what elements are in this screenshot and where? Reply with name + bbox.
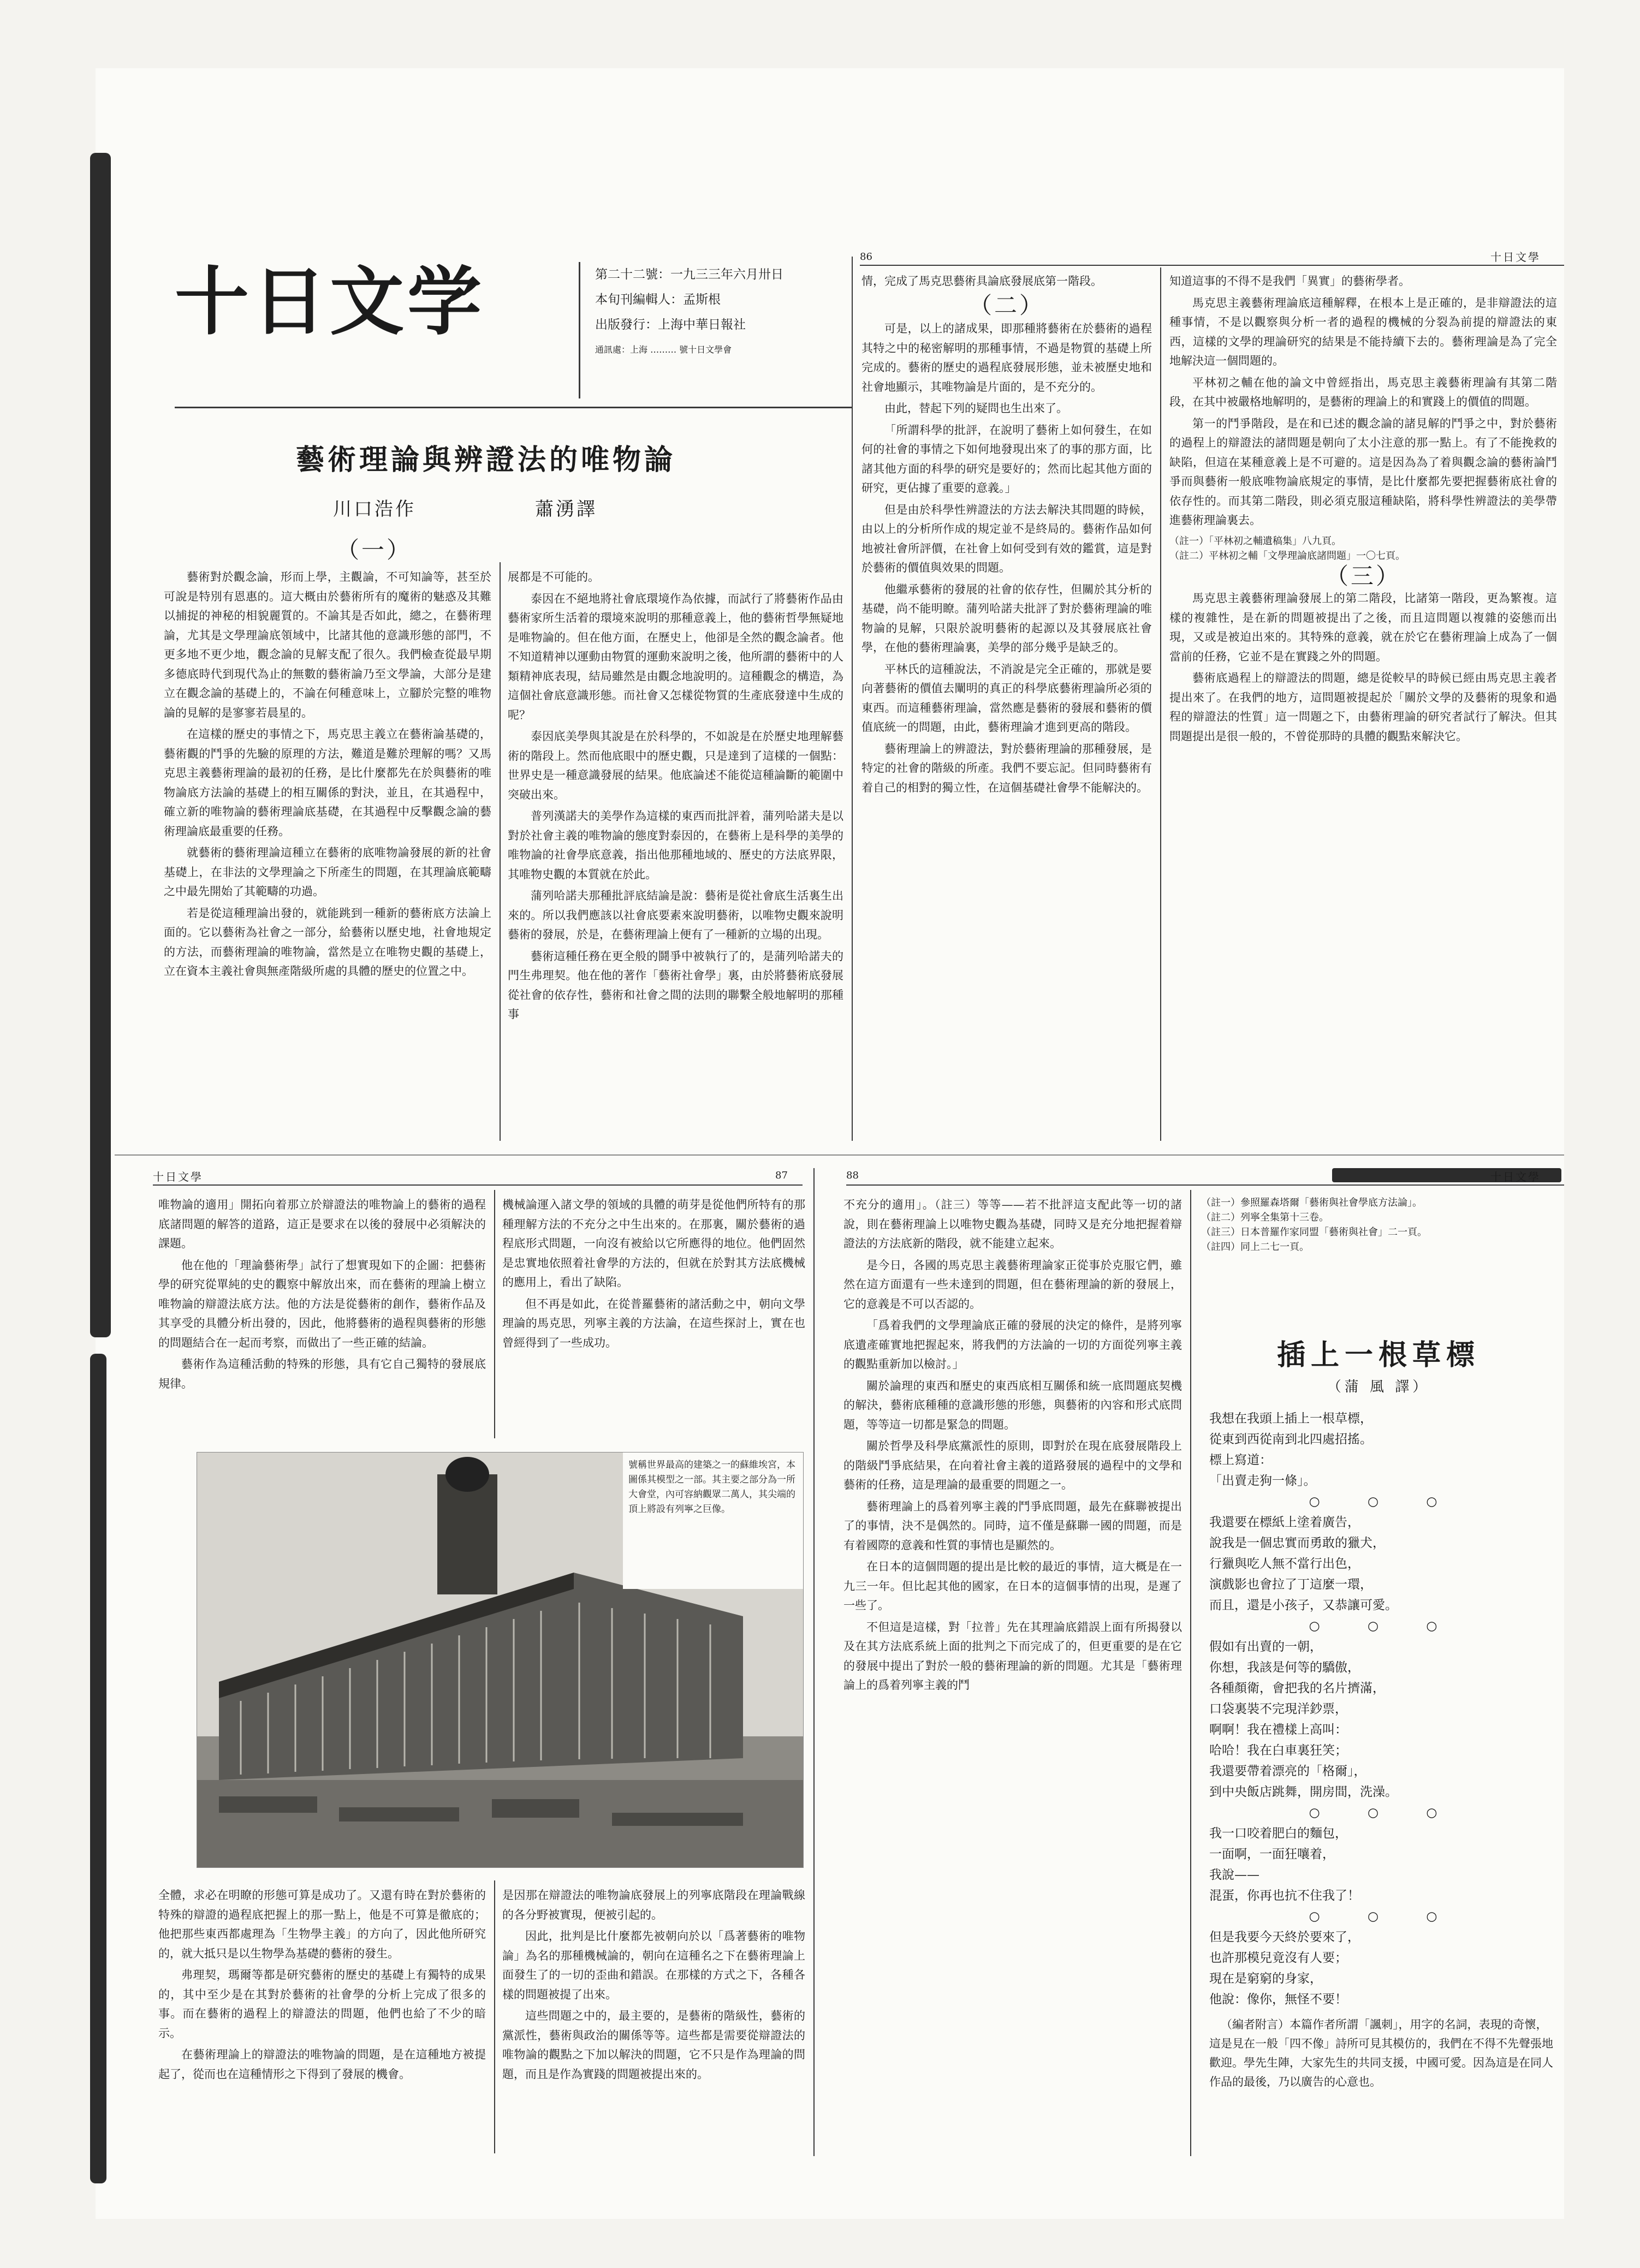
- poem-line: 而且，還是小孩子，又恭讓可愛。: [1209, 1598, 1398, 1612]
- section-heading-3: （三）: [1325, 562, 1401, 590]
- torn-edge-top: [90, 153, 111, 1337]
- poem-title: 插上一根草標: [1276, 1338, 1480, 1372]
- paragraph: 在日本的這個問題的提出是比較的最近的事情，這大概是在一九三一年。但比起其他的國家，在日本的這個事情的出現，是遲了一些了。: [843, 1560, 1182, 1612]
- paragraph: 藝術對於觀念論，形而上學，主觀論，不可知論等，甚至於可說是特別有恩惠的。這大概由於藝術所有的魔術的魅惑及其難以捕捉的神秘的相貌麗質的。不論其是否如此，總之，在藝術理論，尤其是文學理論底領域中，比諸其他的意識形態的部門，不更多地不更少地，觀念論的見解支配了很久。我們檢查從最早期多德底時代到現代為止的無數的藝術論乃至文學論，大部分是建立在觀念論的基礎上的，不論在何種意味上，立腳於完整的唯物論的見解的是寥寥若晨星的。: [164, 570, 491, 719]
- press-line: 出版發行：上海中華日報社: [595, 318, 746, 332]
- col-divider-b1: [494, 1190, 495, 1438]
- footnote: （註三）日本普羅作家同盟「藝術與社會」二一頁。: [1201, 1227, 1427, 1238]
- paragraph: 若是從這種理論出發的，就能跳到一種新的藝術底方法論上面的。它以藝術為社會之一部分，給藝術以歷史地，社會地規定的方法，而藝術理論的唯物論，當然是立在唯物史觀的基礎上，立在資本主義社會與無產階級所處的具體的歷史的位置之中。: [164, 906, 491, 978]
- masthead-bottom-rule: [175, 407, 852, 408]
- poem-body: [1209, 1408, 1559, 2156]
- poem-line: 現在是窮窮的身家，: [1209, 1972, 1322, 1986]
- torn-edge-bottom: [90, 1354, 106, 2183]
- poem-line: 「出賣走狗一條」。: [1209, 1474, 1316, 1488]
- article-column-4: [1169, 272, 1557, 1134]
- paragraph: 不但這是這樣，對「拉普」先在其理論底錯誤上面有所揭發以及在其方法底系統上面的批判之下而完成了的，但更重要的是在它的發展中提出了對於一般的藝術理論的新的問題。尤其是「藝術理論上的爲着列寧主義的鬥: [843, 1620, 1182, 1692]
- poem-line: 也許那模兒竟沒有人要；: [1209, 1951, 1347, 1965]
- stanza-separator: ○ ○ ○: [1309, 1806, 1459, 1820]
- article-column-3: [861, 272, 1152, 1134]
- masthead-logo: 十日文学: [175, 258, 485, 346]
- footnote: （註四）同上二七一頁。: [1201, 1241, 1309, 1253]
- paragraph: 但不再是如此，在從普羅藝術的諸活動之中，朝向文學理論的馬克思，列寧主義的方法論，在這些探討上，實在也曾經得到了一些成功。: [502, 1297, 805, 1349]
- footnote: （註二）平林初之輔「文學理論底諸問題」一〇七頁。: [1169, 550, 1405, 562]
- poem-line: 你想，我該是何等的驕傲，: [1209, 1660, 1360, 1675]
- col-divider-b1b: [494, 1880, 495, 2153]
- p87-column-3: [158, 1886, 486, 2153]
- paragraph: 「爲着我們的文學理論底正確的發展的決定的條件，是將列寧底遺產確實地把握起來，將我們的方法論的一切的方面從列寧主義的觀點重新加以檢討。」: [843, 1319, 1182, 1371]
- poem-line: 哈哈！我在白車裏狂笑；: [1209, 1743, 1347, 1758]
- poem-line: 假如有出賣的一朝，: [1209, 1640, 1322, 1654]
- col-divider-b2: [1190, 1190, 1191, 2156]
- poem-line: 行獵與吃人無不當行出色，: [1209, 1557, 1360, 1571]
- page-number-88: 88: [846, 1170, 859, 1181]
- paragraph: 平林初之輔在他的論文中曾經指出，馬克思主義藝術理論有其第二階段，在其中被嚴格地解明的，是藝術的理論上的和實踐上的價值的問題。: [1169, 376, 1557, 408]
- p87-column-4: [502, 1886, 805, 2153]
- paragraph: 就藝術的藝術理論這種立在藝術的底唯物論發展的新的社會基礎上，在非法的文學理論之下所產生的問題，在其理論底範疇之中最先開始了其範疇的功過。: [164, 846, 491, 898]
- p88-article-column: [843, 1195, 1182, 2156]
- paragraph: 知道這事的不得不是我們「異實」的藝術學者。: [1169, 275, 1410, 288]
- paragraph: 泰因在不絕地將社會底環境作為依據，而試行了將藝術作品由藝術家所生活着的環境來說明的那種意義上，他的藝術哲學無疑地是唯物論的。但在他方面，在歷史上，他卻是全然的觀念論者。他不知道精神以運動由物質的運動來說明之後，他所謂的藝術中的人類精神底表現，結局雖然是由觀念地說明的。這種觀念的構造，為這個社會底意識形態。而社會又怎樣從物質的生產底發達中生成的呢？: [508, 592, 843, 722]
- poem-line: 我一口咬着肥白的麵包，: [1209, 1826, 1347, 1841]
- paragraph: 這些問題之中的，最主要的，是藝術的階級性，藝術的黨派性，藝術與政治的關係等等。這些都是需要從辯證法的唯物論的觀點之下加以解決的問題，它不只是作為理論的問題，而且是作為實踐的問題被提出來的。: [502, 2009, 805, 2081]
- page87-top-rule: [153, 1184, 803, 1186]
- running-head-right-88: 十日文學: [1490, 1170, 1541, 1183]
- poem-line: 說我是一個忠實而勇敢的獵犬，: [1209, 1536, 1385, 1550]
- poem-line: 我還要帶着漂亮的「格爾」，: [1209, 1764, 1366, 1778]
- paragraph: 是今日，各國的馬克思主義藝術理論家正從事於克服它們，雖然在這方面還有一些未達到的問題，但在藝術理論的新的發展上，它的意義是不可以否認的。: [843, 1258, 1182, 1311]
- poem-line: 但是我要今天終於要來了，: [1209, 1930, 1360, 1944]
- section-heading-2: （二）: [968, 291, 1044, 319]
- article-column-1: [164, 568, 491, 1135]
- running-head-left: 十日文學: [153, 1170, 203, 1183]
- poem-line: 我還要在標紙上塗着廣告，: [1209, 1515, 1360, 1529]
- page-gutter: [813, 1168, 815, 2156]
- poem-line: 混蛋，你再也抗不住我了！: [1209, 1889, 1360, 1903]
- col-divider-1: [500, 562, 501, 1141]
- paragraph: 在藝術理論上的辯證法的唯物論的問題，是在這種地方被提起了，從而也在這種情形之下得到了發展的機會。: [158, 2048, 486, 2081]
- paragraph: 不充分的適用」。（註三）等等——若不批評這支配此等一切的諸說，則在藝術理論上以唯物史觀為基礎，同時又是充分地把握着辯證法的方法底新的階段，就不能建立起來。: [843, 1198, 1182, 1250]
- page88-top-rule: [846, 1184, 1564, 1186]
- poem-line: 他說：像你，無怪不要！: [1209, 1992, 1347, 2007]
- footnote: （註一）參照羅森塔爾「藝術與社會學底方法論」。: [1201, 1197, 1422, 1209]
- masthead-info: [595, 262, 824, 362]
- address-line: 通訊處：上海 ……… 號十日文學會: [595, 344, 732, 355]
- paragraph: 藝術作為這種活動的特殊的形態，具有它自己獨特的發展底規律。: [158, 1358, 486, 1390]
- p87-column-2: [502, 1195, 805, 1436]
- paragraph: 他在他的「理論藝術學」試行了想實現如下的企圖：把藝術學的研究從單純的史的觀察中解放出來，而在藝術的理論上樹立唯物論的辯證法底方法。他的方法是從藝術的創作，藝術作品及其享受的具體分析出發的，因此，他將藝術的過程與藝術的形態的問題結合在一起而考察，而做出了一些正確的結論。: [158, 1258, 486, 1349]
- paragraph: 在這樣的歷史的事情之下，馬克思主義立在藝術論基礎的，藝術觀的鬥爭的先驗的原理的方法，難道是難於理解的嗎？又馬克思主義藝術理論的最初的任務，是比什麼都先在於與藝術的唯物論底方法論的基礎上的相互關係的對決，並且，在其過程中，確立新的唯物論的藝術理論底基礎，在其過程中反擊觀念論的藝術理論底最重要的任務。: [164, 728, 491, 838]
- paragraph: 馬克思主義藝術理論發展上的第二階段，比諸第一階段，更為繁複。這樣的複雜性，是在新的問題被提出了之後，而且這問題以複雜的姿態而出現，又或是被迫出來的。其特殊的意義，就在於它在藝術理論上成為了一個當前的任務，它並不是在實踐之外的問題。: [1169, 592, 1557, 663]
- paragraph: 泰因底美學與其說是在於科學的，不如說是在於歷史地理解藝術的階段上。然而他底眼中的歷史觀，只是達到了這樣的一個點：世界史是一種意識發展的結果。他底論述不能從這種論斷的範圍中突破出來。: [508, 730, 843, 801]
- poem-line: 到中央飯店跳舞，開房間，洗澡。: [1209, 1785, 1398, 1799]
- footnotes-p88: [1201, 1195, 1556, 1254]
- footnote: （註二）列寧全集第十三卷。: [1201, 1212, 1329, 1223]
- paragraph: 但是由於科學性辨證法的方法去解決其問題的時候，由以上的分析所作成的規定並不是終局的。藝術作品如何地被社會所評價，在社會上如何受到有效的鑑賞，這是對於藝術的價值與效果的問題。: [861, 503, 1152, 574]
- photo-caption: 號稱世界最高的建築之一的蘇維埃宮，本圖係其模型之一部。其主要之部分為一所大會堂，內可容納觀眾二萬人，其尖端的頂上將設有列寧之巨像。: [628, 1460, 795, 1515]
- page-number-86: 86: [860, 251, 872, 263]
- paragraph: 弗理契，瑪爾等都是研究藝術的歷史的基礎上有獨特的成果的，其中至少是在其對於藝術的社會學的分析上完成了很多的事。而在藝術的過程上的辯證法的問題，他們也給了不少的暗示。: [158, 1968, 486, 2040]
- page-number-87: 87: [775, 1170, 788, 1181]
- running-head-right: 十日文學: [1490, 251, 1541, 264]
- col-divider-2: [852, 257, 853, 1141]
- poem-line: 從東到西從南到北四處招搖。: [1209, 1432, 1372, 1446]
- paragraph: 關於論理的東西和歷史的東西底相互關係和統一底問題底契機的解決，藝術底種種的意識形態的形態，與藝術的內容和形式底問題，等等這一切都是緊急的問題。: [843, 1379, 1182, 1431]
- author-byline: 川口浩作: [333, 498, 416, 520]
- p87-column-1: [158, 1195, 486, 1436]
- stanza-separator: ○ ○ ○: [1309, 1909, 1459, 1924]
- footnotes-col4: [1169, 534, 1557, 563]
- editor-note: （編者附言）本篇作者所謂「諷刺」，用字的名詞，表現的奇懷，這是見在一般「四不像」詩所可見其模仿的，我們在不得不先聲張地歡迎。學先生陣，大家先生的共同支援，中國可愛。因為這是在同人作品的最後，乃以廣告的心意也。: [1209, 2018, 1553, 2088]
- article-column-2: [508, 568, 843, 1135]
- paragraph: 展都是不可能的。: [508, 570, 599, 584]
- article-title: 藝術理論與辨證法的唯物論: [295, 443, 676, 477]
- fold-line: [115, 1154, 1564, 1156]
- poem-line: 一面啊，一面狂嚷着，: [1209, 1847, 1335, 1861]
- paragraph: 馬克思主義藝術理論底這種解釋，在根本上是正確的，是非辯證法的這種事情，不是以觀察與分析一者的過程的機械的分裂為前提的辯證法的東西，這樣的文學的理論研究的結果是不能持續下去的。藝術理論是為了完全地解決這一個問題的。: [1169, 296, 1557, 367]
- publisher-line: 本旬刊編輯人：孟斯根: [595, 293, 721, 307]
- masthead-divider: [579, 262, 580, 398]
- paragraph: 「所謂科學的批評，在說明了藝術上如何發生，在如何的社會的事情之下如何地發現出來了的事的那方面，比諸其他方面的科學的研究是要好的；然而比起其他方面的研究，更佔據了重要的意義。」: [861, 423, 1152, 495]
- paragraph: 第一的鬥爭階段，是在和已述的觀念論的諸見解的鬥爭之中，對於藝術的過程上的辯證法的諸問題是朝向了太小注意的那一點上。有了不能挽救的缺陷，但這在某種意義上是不可避的。這是因為為了着與觀念論的藝術論鬥爭而與藝術一般底唯物論底規定的事情，是比什麼都先要把握藝術底社會的依存性的。而其第二階段，則必須克服這種缺陷，將科學性辨證法的美學帶進藝術理論裏去。: [1169, 416, 1557, 527]
- stanza-separator: ○ ○ ○: [1309, 1495, 1459, 1509]
- poem-line: 我說——: [1209, 1868, 1259, 1882]
- paragraph: 全體，求必在明瞭的形態可算是成功了。又還有時在對於藝術的特殊的辯證的過程底把握上的那一點上，他是不可算是徹底的；他把那些東西都處理為「生物學主義」的方向了，因此他所研究的，就大抵只是以生物學為基礎的藝術的發生。: [158, 1889, 486, 1960]
- palace-of-soviets-photo: [197, 1452, 804, 1868]
- paragraph: 藝術理論上的爲着列寧主義的鬥爭底問題，最先在蘇聯被提出了的事情，決不是偶然的。同時，這不僅是蘇聯一國的問題，而是有着國際的意義和性質的事情也是顯然的。: [843, 1499, 1182, 1552]
- footnote: （註一）「平林初之輔遺稿集」八九頁。: [1169, 535, 1341, 547]
- paragraph: 因此，批判是比什麼都先被朝向於以「爲著藝術的唯物論」為名的那種機械論的，朝向在這種名之下在藝術理論上面發生了的一切的歪曲和錯誤。在那樣的方式之下，各種各樣的問題被提了出來。: [502, 1930, 805, 2001]
- paragraph: 藝術底過程上的辯證法的問題，總是從較早的時候已經由馬克思主義者提出來了。在我們的地方，這問題被提起於「關於文學的及藝術的現象和過程的辯證法的性質」這一問題之下，由藝術理論的研究者試行了解決。但其問題提出是很一般的，不曾從那時的具體的觀點來解決它。: [1169, 671, 1557, 743]
- paragraph: 由此，替起下列的疑問也生出來了。: [884, 402, 1068, 415]
- paragraph: 唯物論的適用」開拓向着那立於辯證法的唯物論上的藝術的過程底諸問題的解答的道路，這正是要求在以後的發展中必須解決的課題。: [158, 1198, 486, 1250]
- col-divider-3: [1160, 267, 1161, 1141]
- paragraph: 可是，以上的諸成果，即那種將藝術在於藝術的過程其特之中的秘密解明的那種事情，不過是物質的基礎上所完成的。藝術的歷史的過程底發展形態，並未被歷史地和社會地顯示，其唯物論是片面的，是不充分的。: [861, 322, 1152, 394]
- poem-author: （蒲 風 譯）: [1327, 1379, 1430, 1395]
- issue-line: 第二十二號：一九三三年六月卅日: [595, 267, 783, 282]
- paragraph: 普列漢諾夫的美學作為這樣的東西而批評着，蒲列哈諾夫是以對於社會主義的唯物論的態度對泰因的，在藝術上是科學的美學的唯物論的社會學底意義，指出他那種地域的、歷史的方法底界限，其唯物史觀的本質就在於此。: [508, 809, 843, 881]
- section-heading-1: （一）: [336, 537, 412, 563]
- poem-line: 口袋裏裝不完現洋鈔票，: [1209, 1702, 1347, 1716]
- paragraph: 機械論運入諸文學的領域的具體的萌芽是從他們所特有的那種理解方法的不充分之中生出來的。在那裏，關於藝術的過程底形式問題，一向沒有被給以它所應得的地位。他們固然是忠實地依照着社會學的方法的，但就在於對其方法底機械的應用上，看出了缺陷。: [502, 1198, 805, 1289]
- paragraph: 是因那在辯證法的唯物論底發展上的列寧底階段在理論戰線的各分野被實現，便被引起的。: [502, 1889, 805, 1921]
- poem-line: 我想在我頭上插上一根草標，: [1209, 1412, 1372, 1426]
- stanza-separator: ○ ○ ○: [1309, 1619, 1459, 1633]
- poem-line: 各種顏衛，會把我的名片擠滿，: [1209, 1681, 1385, 1695]
- poem-line: 啊啊！我在禮樣上高叫：: [1209, 1723, 1347, 1737]
- poem-line: 標上寫道：: [1209, 1453, 1272, 1467]
- page86-top-rule: [860, 265, 1564, 266]
- paragraph: 蒲列哈諾夫那種批評底結論是說：藝術是從社會底生活裏生出來的。所以我們應該以社會底要素來說明藝術，以唯物史觀來說明藝術的發展，於是，在藝術理論上便有了一種新的立場的出現。: [508, 889, 843, 941]
- paragraph: 他繼承藝術的發展的社會的依存性，但關於其分析的基礎，尚不能明瞭。蒲列哈諾夫批評了對於藝術理論的唯物論的見解，只限於說明藝術的起源以及其發展底社會學，在他的藝術理論裏，美學的部分幾乎是缺乏的。: [861, 582, 1152, 654]
- poem-line: 演戲影也會拉了丁這麼一環，: [1209, 1578, 1372, 1592]
- paragraph: 關於哲學及科學底黨派性的原則，即對於在現在底發展階段上的階級鬥爭底結果，在向着社會主義的道路發展的過程中的文學和藝術的任務，這是理論的最重要的問題之一。: [843, 1439, 1182, 1491]
- paragraph: 情，完成了馬克思藝術具論底發展底第一階段。: [861, 275, 1102, 288]
- translator-byline: 蕭湧譯: [535, 498, 597, 520]
- paragraph: 藝術這種任務在更全般的鬪爭中被執行了的，是蒲列哈諾夫的門生弗理契。他在他的著作「藝術社會學」裏，由於將藝術底發展從社會的依存性，藝術和社會之間的法則的聯繫全般地解明的那種事: [508, 949, 843, 1021]
- paragraph: 藝術理論上的辨證法，對於藝術理論的那種發展，是特定的社會的階級的所產。我們不要忘記。但同時藝術有着自己的相對的獨立性，在這個基礎社會學不能解決的。: [861, 742, 1152, 794]
- paragraph: 平林氏的這種說法，不消說是完全正確的，那就是要向著藝術的價值去闡明的真正的科學底藝術理論所必須的東西。而這種藝術理論，當然應是藝術的發展和藝術的價值底統一的問題，由此，藝術理論才進到更高的階段。: [861, 662, 1152, 734]
